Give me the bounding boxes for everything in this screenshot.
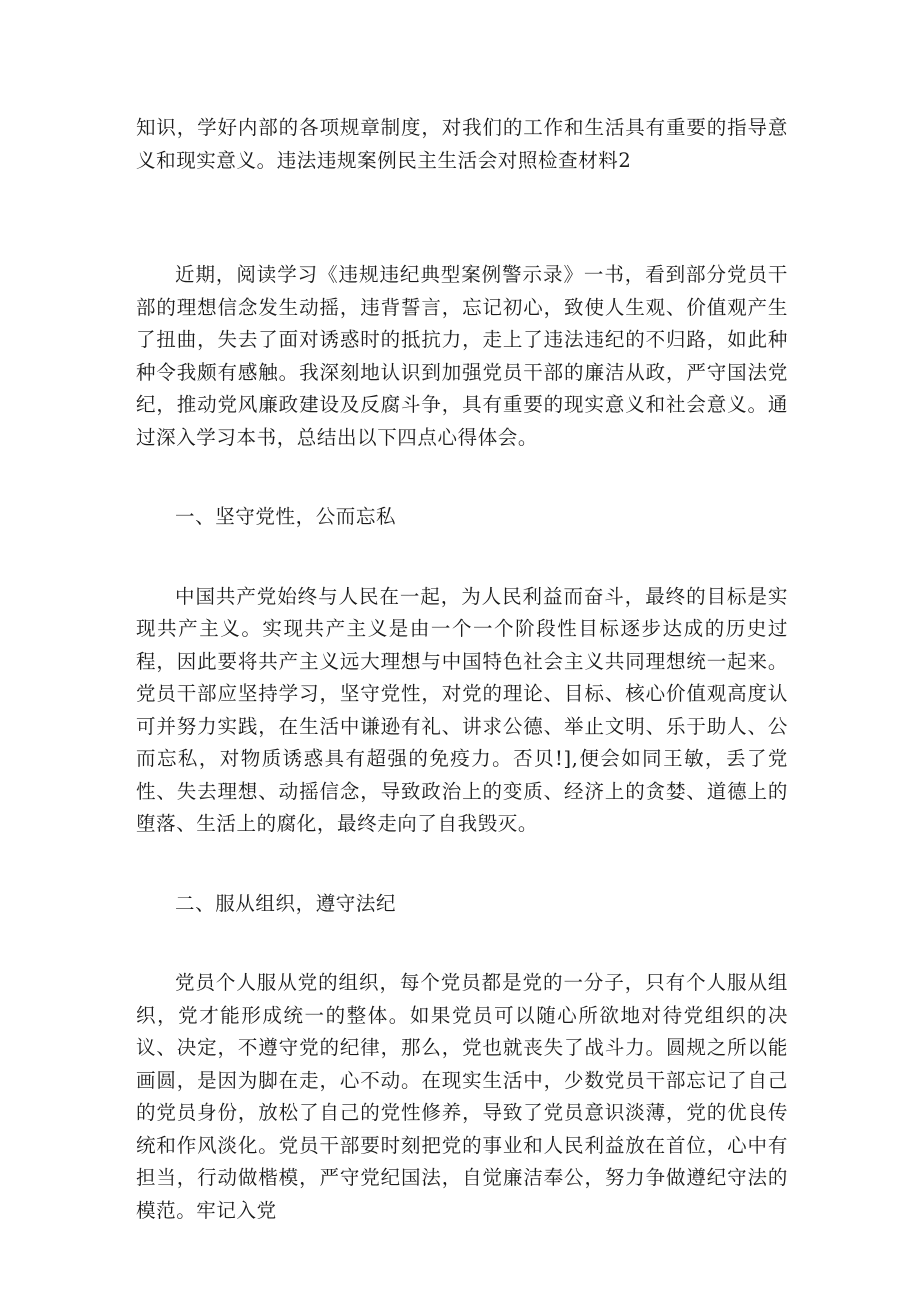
paragraph-reading-study: 近期，阅读学习《违规违纪典型案例警示录》一书，看到部分党员干部的理想信念发生动摇，违背誓言，忘记初心，致使人生观、价值观产生了扭曲，失去了面对诱惑时的抵抗力，走上了违法违纪的不归路，如此种种令我颇有感触。我深刻地认识到加强党员干部的廉洁从政，严守国法党纪，推动党风廉政建设及反腐斗争，具有重要的现实意义和社会意义。通过深入学习本书，总结出以下四点心得体会。 — [136, 263, 788, 449]
paragraph-obey-organization: 党员个人服从党的组织，每个党员都是党的一分子，只有个人服从组织，党才能形成统一的整体。如果党员可以随心所欲地对待党组织的决议、决定，不遵守党的纪律，那么，党也就丧失了战斗力。圆规之所以能画圆，是因为脚在走，心不动。在现实生活中，少数党员干部忘记了自己的党员身份，放松了自己的党性修养，导致了党员意识淡薄，党的优良传统和作风淡化。党员干部要时刻把党的事业和人民利益放在首位，心中有担当，行动做楷模，严守党纪国法，自觉廉洁奉公，努力争做遵纪守法的模范。牢记入党 — [136, 971, 788, 1222]
spacer — [136, 534, 788, 581]
spacer — [136, 841, 788, 888]
document-page — [136, 112, 788, 1227]
paragraph-party-spirit: 中国共产党始终与人民在一起，为人民利益而奋斗，最终的目标是实现共产主义。实现共产主义是由一个一个阶段性目标逐步达成的历史过程，因此要将共产主义远大理想与中国特色社会主义共同理想统一起来。党员干部应坚持学习，坚守党性，对党的理论、目标、核心价值观高度认可并努力实践，在生活中谦逊有礼、讲求公德、举止文明、乐于助人、公而忘私，对物质诱惑具有超强的免疫力。否贝!],便会如同王敏，丢了党性、失去理想、动摇信念，导致政治上的变质、经济上的贪婪、道德上的堕落、生活上的腐化，最终走向了自我毁灭。 — [136, 584, 788, 835]
spacer — [136, 920, 788, 967]
spacer — [136, 454, 788, 501]
section-heading-2: 二、服从组织，遵守法纪 — [175, 891, 397, 915]
intro-paragraph: 知识，学好内部的各项规章制度，对我们的工作和生活具有重要的指导意义和现实意义。违法违规案例民主生活会对照检查材料2 — [136, 116, 788, 172]
section-heading-1: 一、坚守党性，公而忘私 — [175, 505, 397, 528]
spacer — [136, 177, 788, 259]
